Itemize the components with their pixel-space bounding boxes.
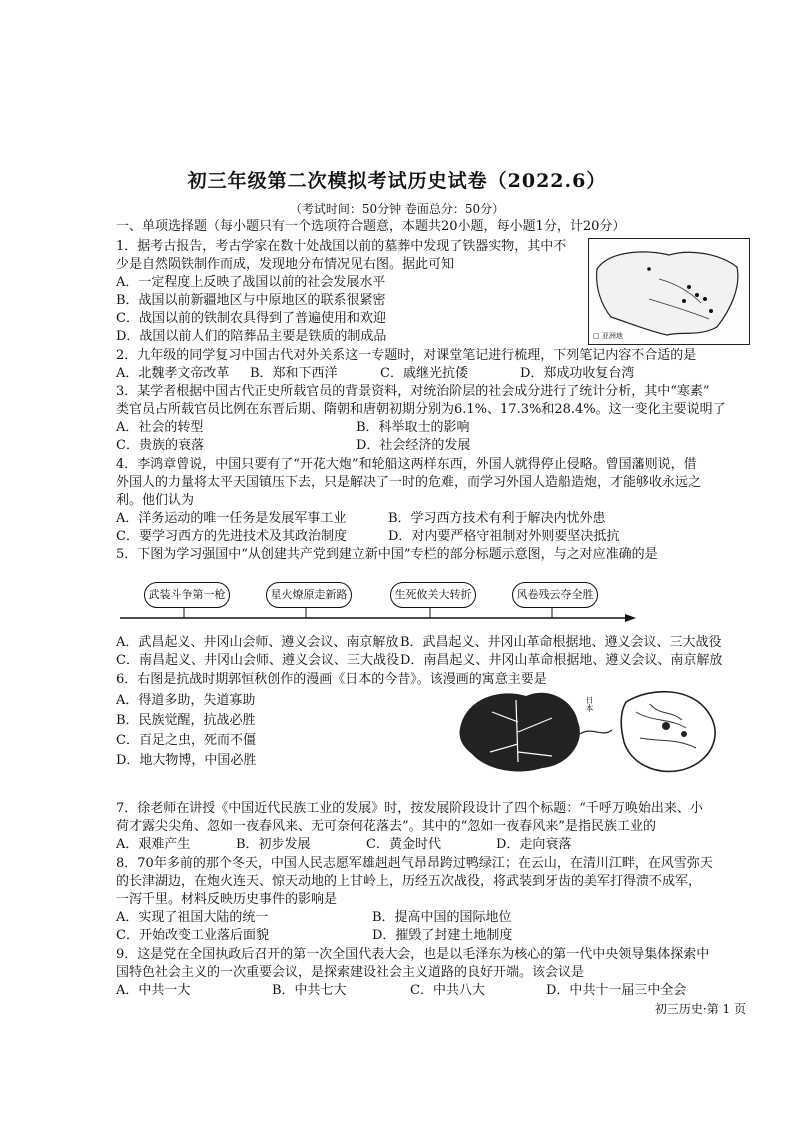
q3-stem-2: 类官员占所载官员比例在东晋后期、隋朝和唐朝初期分别为6.1%、17.3%和28.4%。这一变化主要说明了	[116, 402, 726, 417]
q4-option-c: C．要学习西方的先进技术及其政治制度	[116, 529, 347, 544]
q6-stem: 6．右图是抗战时期郭恒秋创作的漫画《日本的今昔》。该漫画的寓意主要是	[116, 672, 547, 687]
q4-option-b: B．学习西方技术有利于解决内忧外患	[388, 511, 606, 526]
q1-option-a: A．一定程度上反映了战国以前的社会发展水平	[116, 275, 386, 290]
q1-option-b: B．战国以前新疆地区与中原地区的联系很紧密	[116, 293, 386, 308]
q9-option-d: D．中共十一届三中全会	[546, 983, 687, 998]
q8-stem-1: 8．70年多前的那个冬天，中国人民志愿军雄赳赳气昂昂跨过鸭绿江；在云山，在清川江畔，在风雪弥天	[116, 856, 713, 871]
q6-option-c: C．百足之虫，死而不僵	[116, 733, 256, 748]
q6-option-d: D．地大物博，中国必胜	[116, 753, 257, 768]
q2-stem: 2．九年级的同学复习中国古代对外关系这一专题时，对课堂笔记进行梳理，下列笔记内容不合适的是	[116, 348, 697, 363]
q5-stem: 5．下图为学习强国中“从创建共产党到建立新中国”专栏的部分标题示意图，与之对应准确的是	[116, 547, 658, 562]
q5-option-d: D．南昌起义、井冈山革命根据地、遵义会议、南京解放	[400, 653, 723, 668]
q8-stem-2: 的长津湖边，在炮火连天、惊天动地的上甘岭上，历经五次战役，将武装到牙齿的美军打得溃不成军，	[116, 874, 702, 889]
q4-stem-2: 外国人的力量将太平天国镇压下去，只是解决了一时的危难，而学习外国人造船造炮，才能够收永远之	[116, 475, 702, 490]
q1-option-c: C．战国以前的铁制农具得到了普遍使用和欢迎	[116, 311, 386, 326]
q9-option-c: C．中共八大	[410, 983, 485, 998]
q9-stem-2: 国特色社会主义的一次重要会议，是探索建设社会主义道路的良好开端。该会议是	[116, 965, 585, 980]
q4-option-a: A．洋务运动的唯一任务是发展军事工业	[116, 511, 347, 526]
q3-option-b: B．科举取士的影响	[356, 420, 470, 435]
timeline-title-3: 生死攸关大转折	[390, 582, 476, 608]
q9-option-a: A．中共一大	[116, 983, 191, 998]
q3-stem-1: 3．某学者根据中国古代正史所载官员的背景资料，对统治阶层的社会成分进行了统计分析，其中“寒素”	[116, 384, 710, 399]
q8-option-c: C．开始改变工业落后面貌	[116, 928, 269, 943]
q8-option-d: D．摧毁了封建土地制度	[372, 928, 513, 943]
q4-stem-3: 利。他们认为	[116, 493, 195, 508]
q8-option-b: B．提高中国的国际地位	[372, 910, 512, 925]
q5-option-a: A．武昌起义、井冈山会师、遵义会议、南京解放	[116, 635, 399, 650]
q2-option-c: C．戚继光抗倭	[380, 366, 468, 381]
q2-option-b: B．郑和下西洋	[250, 366, 338, 381]
q2-option-a: A．北魏孝文帝改革	[116, 366, 230, 381]
q5-option-c: C．南昌起义、井冈山会师、遵义会议、三大战役	[116, 653, 399, 668]
q1-option-d: D．战国以前人们的陪葬品主要是铁质的制成品	[116, 329, 387, 344]
q6-option-a: A．得道多助，失道寡助	[116, 693, 256, 708]
q3-option-d: D．社会经济的发展	[356, 438, 471, 453]
map-legend: □ 亚洲地	[593, 332, 623, 340]
section-heading: 一、单项选择题（每小题只有一个选项符合题意，本题共20小题，每小题1分，计20分）	[116, 219, 626, 234]
cartoon-caption: 日本	[585, 696, 594, 712]
japan-cartoon	[456, 682, 752, 778]
q1-stem-1: 1．据考古报告，考古学家在数十处战国以前的墓葬中发现了铁器实物，其中不	[116, 239, 567, 254]
timeline-title-4: 风卷残云夺全胜	[512, 582, 598, 608]
q7-option-b: B．初步发展	[236, 837, 311, 852]
q8-stem-3: 一泻千里。材料反映历史事件的影响是	[116, 892, 338, 907]
q7-stem-1: 7．徐老师在讲授《中国近代民族工业的发展》时，按发展阶段设计了四个标题：“千呼万唤始出来、小	[116, 801, 703, 816]
q9-stem-1: 9．这是党在全国执政后召开的第一次全国代表大会，也是以毛泽东为核心的第一代中央领导集体探索中	[116, 947, 710, 962]
exam-info: （考试时间：50分钟 卷面总分：50分）	[289, 202, 505, 216]
q7-stem-2: 荷才露尖尖角、忽如一夜春风来、无可奈何花落去”。其中的“忽如一夜春风来”是指民族工业的	[116, 819, 656, 834]
q1-stem-2: 少是自然陨铁制作而成，发现地分布情况见右图。据此可知	[116, 257, 455, 272]
q3-option-c: C．贵族的衰落	[116, 438, 204, 453]
q9-option-b: B．中共七大	[272, 983, 347, 998]
q2-option-d: D．郑成功收复台湾	[520, 366, 635, 381]
q3-option-a: A．社会的转型	[116, 420, 204, 435]
q6-option-b: B．民族觉醒，抗战必胜	[116, 713, 256, 728]
q4-stem-1: 4．李鸿章曾说，中国只要有了“开花大炮”和轮船这两样东西，外国人就得停止侵略。曾国藩则说，借	[116, 457, 697, 472]
q7-option-a: A．艰难产生	[116, 837, 191, 852]
timeline-title-1: 武装斗争第一枪	[144, 582, 230, 608]
q5-option-b: B．武昌起义、井冈山革命根据地、遵义会议、三大战役	[400, 635, 722, 650]
q7-option-c: C．黄金时代	[366, 837, 441, 852]
q7-option-d: D．走向衰落	[496, 837, 572, 852]
q8-option-a: A．实现了祖国大陆的统一	[116, 910, 269, 925]
q4-option-d: D．对内要严格守祖制对外则要坚决抵抗	[388, 529, 620, 544]
page-title: 初三年级第二次模拟考试历史试卷（2022.6）	[187, 170, 607, 192]
iron-distribution-map	[588, 238, 750, 345]
timeline-title-2: 星火燎原走新路	[266, 582, 352, 608]
page-footer: 初三历史·第 1 页	[654, 1002, 746, 1016]
timeline-diagram	[120, 574, 640, 634]
